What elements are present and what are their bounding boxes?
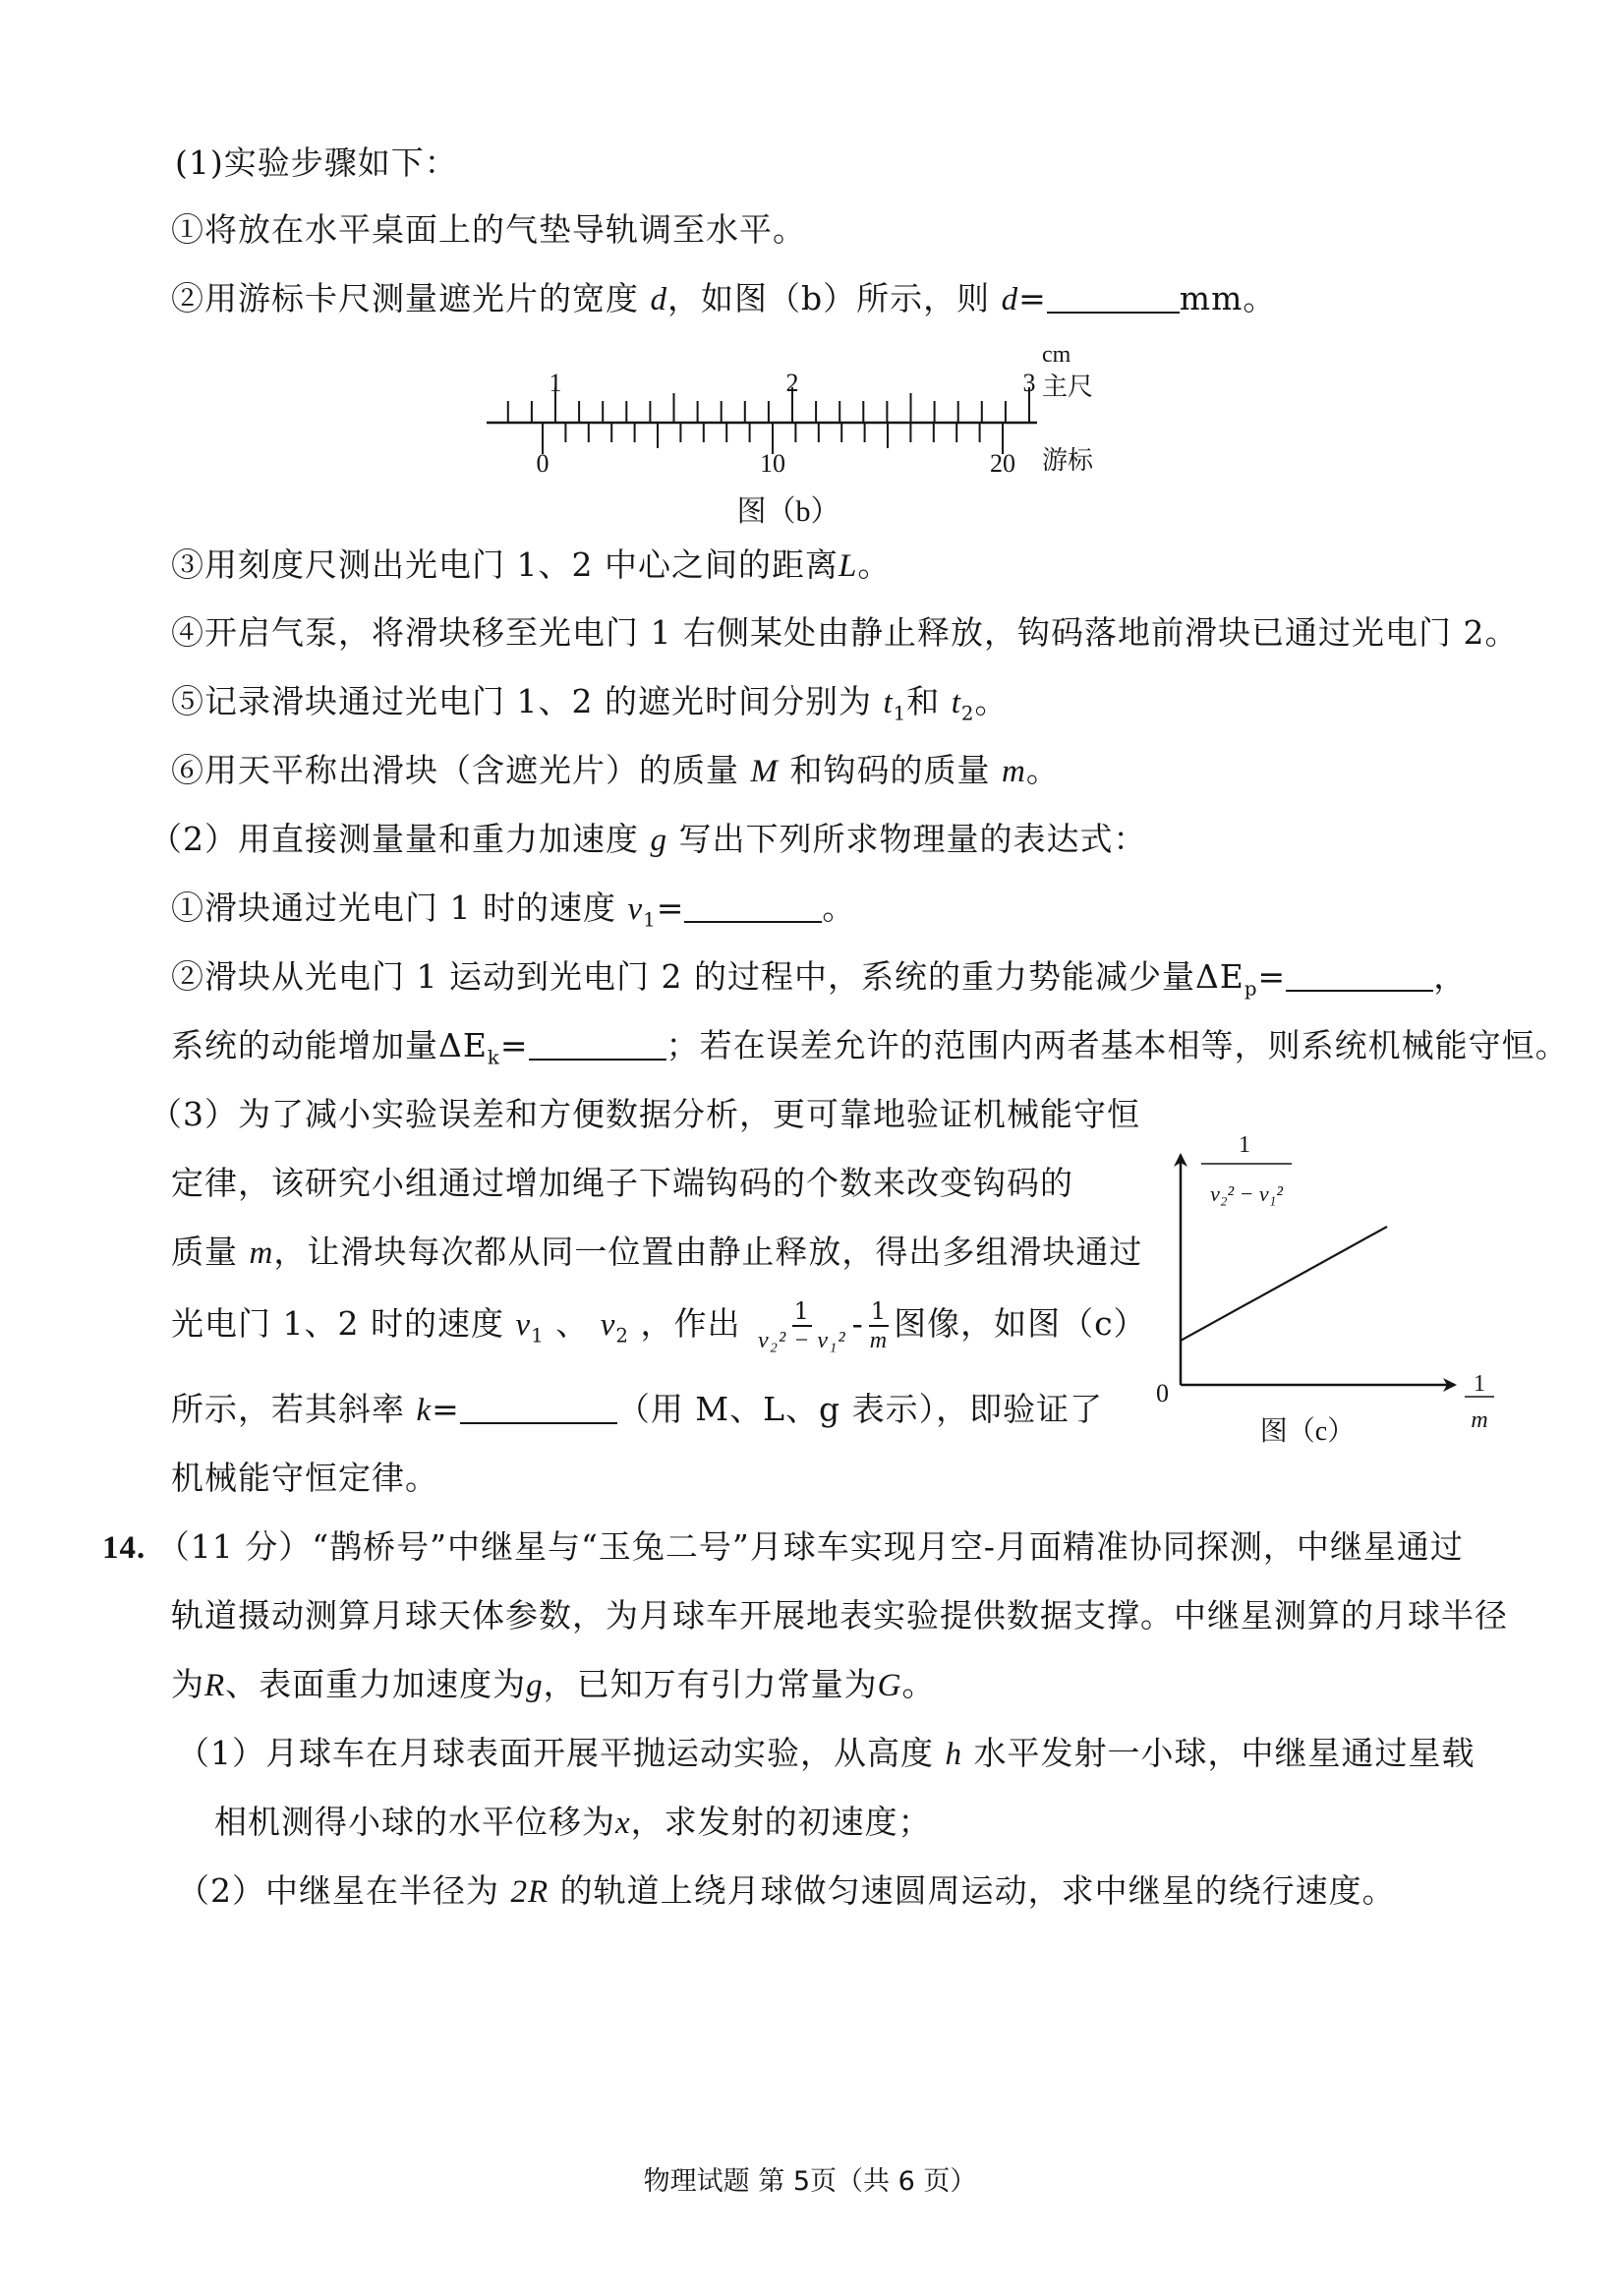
sub2-prefix: （2）中继星在半径为 xyxy=(177,1871,499,1910)
vernier-number: 10 xyxy=(760,449,785,478)
var-h: h xyxy=(945,1737,962,1772)
line4-mid: ，作出 xyxy=(640,1304,741,1343)
step1-text: ①将放在水平桌面上的气垫导轨调至水平。 xyxy=(171,210,806,249)
step3-text xyxy=(171,545,891,586)
answer-blank-delta-ep[interactable] xyxy=(1286,960,1433,992)
item1-prefix: ①滑块通过光电门 1 时的速度 xyxy=(171,889,616,927)
figure-c-graph xyxy=(1121,1111,1514,1464)
vernier-caliper-figure xyxy=(472,334,1140,531)
var-d: d xyxy=(650,282,667,317)
line4-prefix: 光电门 1、2 时的速度 xyxy=(171,1304,504,1343)
main-scale-label: 主尺 xyxy=(1042,373,1094,401)
part2-item2-line2 xyxy=(171,1026,1569,1078)
dash: - xyxy=(851,1304,864,1343)
line3-mid1: 、表面重力加速度为 xyxy=(225,1665,527,1703)
part2-suffix: 写出下列所求物理量的表达式： xyxy=(678,820,1147,858)
figure-b-caption: 图（b） xyxy=(736,495,840,528)
question-number: 14. xyxy=(102,1530,146,1566)
step5-prefix: ⑤记录滑块通过光电门 1、2 的遮光时间分别为 xyxy=(171,682,872,720)
step6-text xyxy=(171,751,1060,791)
sub1-suffix: 水平发射一小球，中继星通过星载 xyxy=(973,1734,1475,1772)
item2-line2-suffix: ；若在误差允许的范围内两者基本相等，则系统机械能守恒。 xyxy=(665,1026,1569,1064)
part2-prefix: （2）用直接测量量和重力加速度 xyxy=(149,820,639,858)
var-g: g xyxy=(650,823,667,858)
part1-heading: (1)实验步骤如下： xyxy=(175,144,458,182)
equals-sign: = xyxy=(499,1026,529,1064)
step2-prefix: ②用游标卡尺测量遮光片的宽度 xyxy=(171,279,639,317)
line3-prefix: 为 xyxy=(171,1665,204,1703)
line4-suffix: 图像，如图（c） xyxy=(894,1304,1147,1343)
var-M: M xyxy=(750,754,779,789)
q14-line1-text: （11 分）“鹊桥号”中继星与“玉兔二号”月球车实现月空-月面精准协同探测，中继星通过 xyxy=(156,1527,1464,1566)
sub1-line2-prefix: 相机测得小球的水平位移为 xyxy=(214,1803,615,1841)
part2-heading xyxy=(149,820,1147,860)
subscript: 1 xyxy=(643,908,657,932)
step2-mid: ，如图（b）所示，则 xyxy=(667,279,991,317)
sub1-line2-suffix: ，求发射的初速度； xyxy=(630,1803,932,1841)
var-d: d xyxy=(1001,282,1019,317)
answer-blank-d[interactable] xyxy=(1047,282,1180,314)
part3-line1: （3）为了减小实验误差和方便数据分析，更可靠地验证机械能守恒 xyxy=(149,1095,1140,1133)
line3-prefix: 质量 xyxy=(171,1233,238,1271)
unit-cm-label: cm xyxy=(1042,342,1071,368)
part3-line2: 定律，该研究小组通过增加绳子下端钩码的个数来改变钩码的 xyxy=(171,1164,1073,1202)
step3-prefix: ③用刻度尺测出光电门 1、2 中心之间的距离 xyxy=(171,545,839,584)
vernier-label: 游标 xyxy=(1042,446,1094,475)
subscript: 1 xyxy=(893,702,907,725)
subscript: 2 xyxy=(960,702,975,725)
item2-comma: ， xyxy=(1433,957,1468,996)
vernier-number: 0 xyxy=(536,449,550,478)
page-footer: 物理试题 第 5页（共 6 页） xyxy=(643,2166,977,2197)
main-scale-number: 3 xyxy=(1022,369,1036,397)
item2-line2-prefix: 系统的动能增加量ΔE xyxy=(171,1026,488,1064)
equals-sign: = xyxy=(1018,279,1047,317)
part2-item1 xyxy=(171,889,855,941)
var-x: x xyxy=(615,1806,631,1841)
part2-item2-line1 xyxy=(171,957,1467,1009)
part3-line3 xyxy=(171,1233,1142,1273)
fraction-inverse-m xyxy=(868,1297,890,1354)
y-label-denominator: v₂² − v₁² xyxy=(1210,1181,1283,1206)
q14-sub2 xyxy=(177,1871,1396,1912)
q14-sub1-line1 xyxy=(177,1734,1475,1774)
q14-line1 xyxy=(102,1527,1464,1568)
frac-denominator: m xyxy=(869,1328,889,1353)
equals-sign: = xyxy=(432,1390,460,1428)
var-R: R xyxy=(204,1668,226,1703)
var-m: m xyxy=(249,1235,274,1271)
item1-suffix: 。 xyxy=(822,889,856,927)
line3-suffix: 。 xyxy=(901,1665,936,1703)
step3-suffix: 。 xyxy=(857,545,892,584)
var-t: t xyxy=(883,685,894,720)
x-label-numerator: 1 xyxy=(1474,1371,1485,1397)
step2-text xyxy=(171,279,1276,319)
var-v: v xyxy=(627,891,644,927)
step4-text: ④开启气泵，将滑块移至光电门 1 右侧某处由静止释放，钩码落地前滑块已通过光电门 2。 xyxy=(171,613,1519,652)
subscript: p xyxy=(1244,977,1258,1001)
var-2R: 2R xyxy=(510,1874,550,1910)
var-v: v xyxy=(515,1307,532,1343)
frac-numerator: 1 xyxy=(793,1297,810,1325)
main-scale-number: 2 xyxy=(785,369,799,397)
step6-prefix: ⑥用天平称出滑块（含遮光片）的质量 xyxy=(171,751,739,789)
equals-sign: = xyxy=(1257,957,1287,996)
q14-sub1-line2 xyxy=(214,1803,932,1843)
data-line xyxy=(1181,1227,1387,1341)
step5-suffix: 。 xyxy=(974,682,1009,720)
var-k: k xyxy=(416,1393,433,1428)
figure-c-caption: 图（c） xyxy=(1259,1416,1356,1447)
var-m: m xyxy=(1002,754,1026,789)
sub2-suffix: 的轨道上绕月球做匀速圆周运动，求中继星的绕行速度。 xyxy=(559,1871,1396,1910)
main-scale-number: 1 xyxy=(549,369,562,397)
equals-sign: = xyxy=(656,889,685,927)
line3-mid2: ，已知万有引力常量为 xyxy=(543,1665,878,1703)
origin-label: 0 xyxy=(1156,1379,1169,1407)
unit-mm: mm。 xyxy=(1179,279,1277,317)
var-t: t xyxy=(951,685,961,720)
var-L: L xyxy=(838,548,858,584)
frac-denominator: v₂² − v₁² xyxy=(757,1328,846,1353)
step5-text xyxy=(171,682,1009,734)
line5-prefix: 所示，若其斜率 xyxy=(171,1390,405,1428)
answer-blank-v1[interactable] xyxy=(684,891,822,923)
subscript: 1 xyxy=(531,1324,545,1348)
separator: 、 xyxy=(555,1304,590,1343)
conj: 和 xyxy=(906,682,941,720)
caliper-ticks xyxy=(508,387,1029,454)
y-label-numerator: 1 xyxy=(1239,1132,1250,1158)
part3-line6: 机械能守恒定律。 xyxy=(171,1459,438,1497)
part3-line5 xyxy=(171,1390,1103,1430)
var-G: G xyxy=(877,1668,902,1703)
q14-line3 xyxy=(171,1665,936,1705)
step6-mid: 和钩码的质量 xyxy=(789,751,991,789)
sub1-prefix: （1）月球车在月球表面开展平抛运动实验，从高度 xyxy=(177,1734,934,1772)
subscript: 2 xyxy=(615,1324,629,1348)
part3-line4 xyxy=(171,1297,1147,1356)
line3-suffix: ，让滑块每次都从同一位置由静止释放，得出多组滑块通过 xyxy=(273,1233,1143,1271)
frac-numerator: 1 xyxy=(870,1297,888,1325)
item2-prefix: ②滑块从光电门 1 运动到光电门 2 的过程中，系统的重力势能减少量ΔE xyxy=(171,957,1244,996)
answer-blank-slope[interactable] xyxy=(460,1393,617,1424)
x-label-denominator: m xyxy=(1471,1407,1488,1433)
line5-suffix: （用 M、L、g 表示），即验证了 xyxy=(616,1390,1104,1428)
step6-suffix: 。 xyxy=(1025,751,1060,789)
answer-blank-delta-ek[interactable] xyxy=(529,1029,666,1061)
var-v: v xyxy=(600,1307,616,1343)
var-g: g xyxy=(526,1668,544,1703)
vernier-number: 20 xyxy=(990,449,1015,478)
q14-line2: 轨道摄动测算月球天体参数，为月球车开展地表实验提供数据支撑。中继星测算的月球半径 xyxy=(171,1596,1508,1635)
fraction-inverse-v-diff xyxy=(756,1297,848,1354)
subscript: k xyxy=(487,1046,500,1069)
